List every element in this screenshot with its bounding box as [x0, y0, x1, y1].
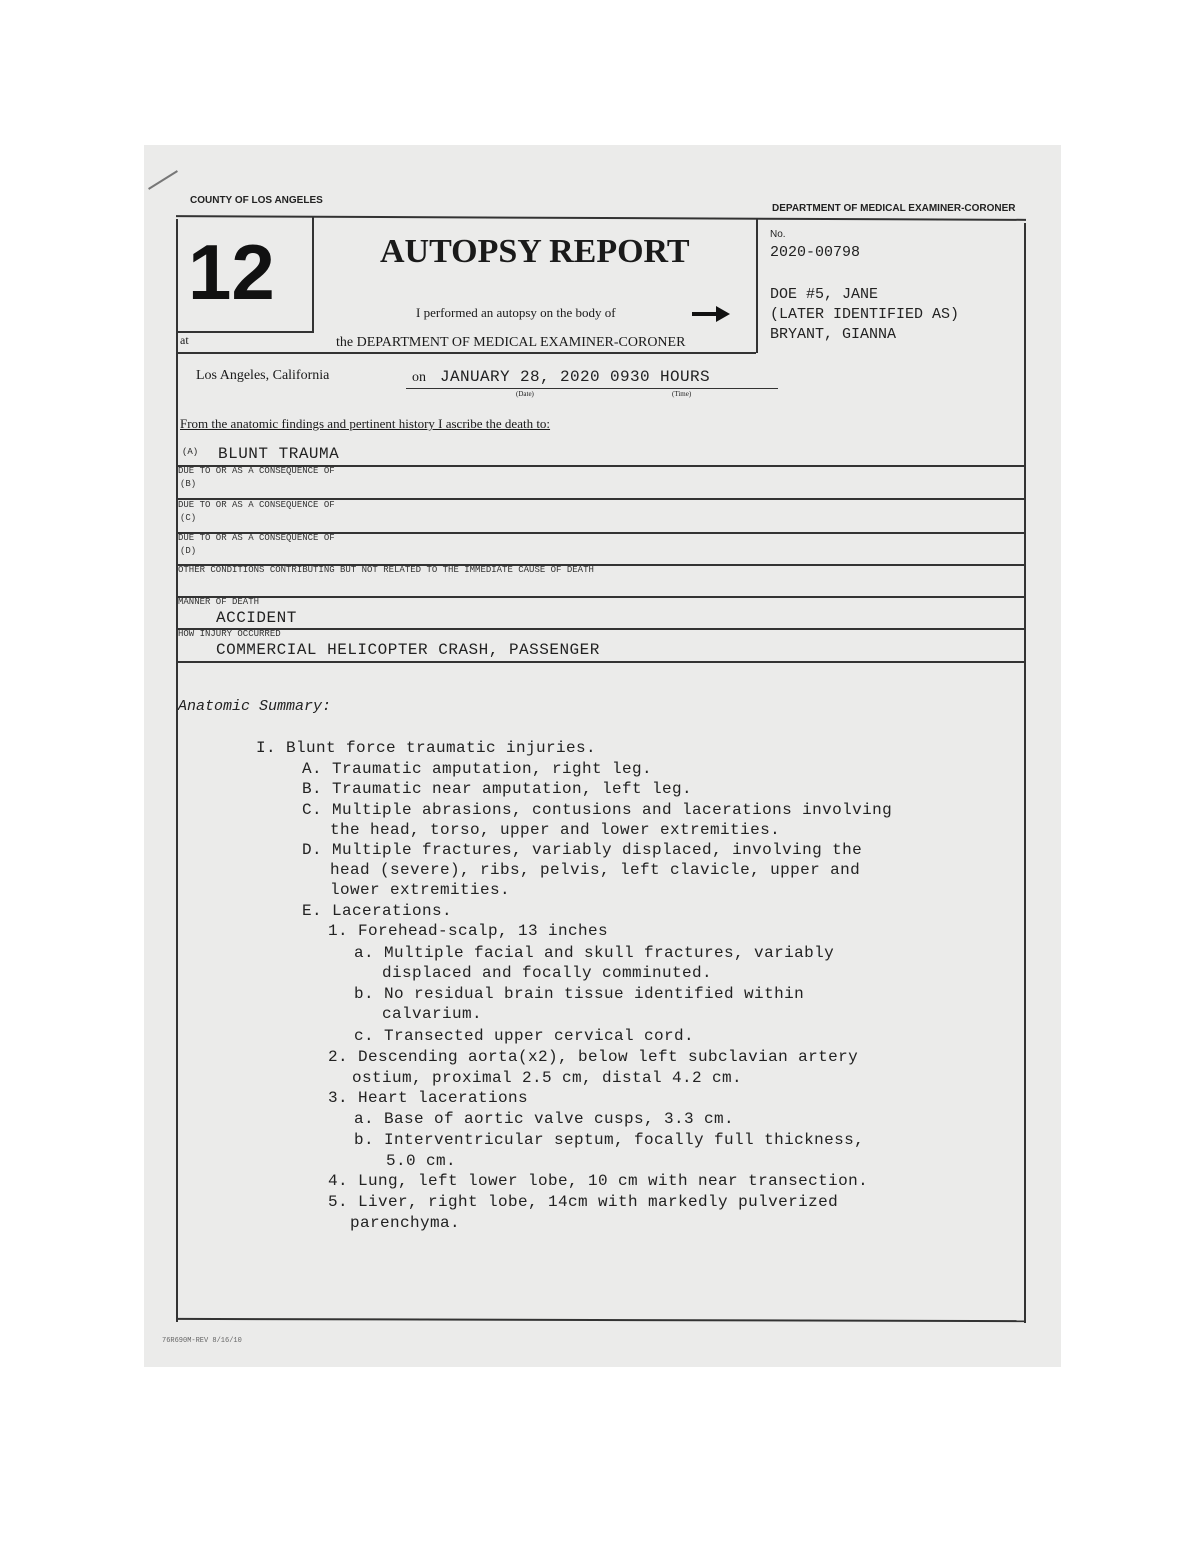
cause-a-label: (A)	[182, 447, 199, 457]
how-injury-value: COMMERCIAL HELICOPTER CRASH, PASSENGER	[216, 641, 600, 659]
how-injury-line	[176, 661, 1026, 663]
summary-line: B. Traumatic near amputation, left leg.	[302, 780, 693, 798]
staple-mark	[148, 170, 178, 190]
summary-line: parenchyma.	[350, 1214, 461, 1232]
document-photo	[144, 145, 1061, 1367]
at-place: the DEPARTMENT OF MEDICAL EXAMINER-CORONER	[336, 335, 686, 350]
on-label: on	[412, 370, 426, 385]
summary-line: the head, torso, upper and lower extremities.	[330, 821, 781, 839]
summary-line: A. Traumatic amputation, right leg.	[302, 760, 653, 778]
due-to-label-c: DUE TO OR AS A CONSEQUENCE OF	[178, 500, 335, 510]
form-border-right	[1024, 223, 1026, 1323]
case-number: 2020-00798	[770, 244, 861, 261]
summary-line: 3. Heart lacerations	[328, 1089, 529, 1107]
form-border-top	[176, 215, 1026, 220]
summary-line: 1. Forehead-scalp, 13 inches	[328, 922, 609, 940]
summary-line: 2. Descending aorta(x2), below left subclavian artery	[328, 1048, 859, 1066]
badge-bottom	[176, 331, 314, 333]
at-label: at	[180, 333, 189, 347]
decedent-name-line-3: BRYANT, GIANNA	[770, 326, 897, 343]
form-border-left	[176, 219, 178, 1322]
summary-line: ostium, proximal 2.5 cm, distal 4.2 cm.	[352, 1069, 743, 1087]
performed-line: I performed an autopsy on the body of	[416, 305, 616, 320]
form-border-bottom	[176, 1318, 1026, 1322]
date-time: JANUARY 28, 2020 0930 HOURS	[440, 368, 711, 386]
summary-line: displaced and focally comminuted.	[382, 964, 713, 982]
summary-line: a. Base of aortic valve cusps, 3.3 cm.	[354, 1110, 735, 1128]
summary-line: 4. Lung, left lower lobe, 10 cm with near transection.	[328, 1172, 869, 1190]
due-to-label-d: DUE TO OR AS A CONSEQUENCE OF	[178, 533, 335, 543]
summary-line: c. Transected upper cervical cord.	[354, 1027, 695, 1045]
summary-heading: Anatomic Summary:	[178, 698, 332, 715]
date-underline	[406, 388, 778, 389]
report-title: AUTOPSY REPORT	[380, 233, 690, 270]
other-conditions-label: OTHER CONDITIONS CONTRIBUTING BUT NOT RELATED TO THE IMMEDIATE CAUSE OF DEATH	[178, 565, 594, 575]
summary-line: a. Multiple facial and skull fractures, variably	[354, 944, 835, 962]
summary-line: 5.0 cm.	[386, 1152, 457, 1170]
department-header: DEPARTMENT OF MEDICAL EXAMINER-CORONER	[772, 203, 1016, 214]
date-caption: (Date)	[516, 390, 534, 398]
summary-line: b. Interventricular septum, focally full thickness,	[354, 1131, 865, 1149]
number-badge: 12	[188, 228, 275, 316]
manner-label: MANNER OF DEATH	[178, 597, 260, 607]
how-injury-label: HOW INJURY OCCURRED	[178, 629, 281, 639]
badge-divider	[312, 217, 314, 333]
manner-line	[176, 628, 1026, 630]
summary-line: calvarium.	[382, 1005, 483, 1023]
location: Los Angeles, California	[196, 368, 330, 383]
cause-b-label: (B)	[180, 479, 197, 489]
other-conditions-line	[176, 596, 1026, 598]
cause-d-label: (D)	[180, 546, 197, 556]
summary-line: D. Multiple fractures, variably displaced, involving the	[302, 841, 863, 859]
time-caption: (Time)	[672, 390, 692, 398]
arrow-right-icon	[692, 306, 730, 322]
title-block-bottom	[176, 352, 756, 354]
cause-a-value: BLUNT TRAUMA	[218, 445, 340, 463]
case-no-label: No.	[770, 229, 786, 240]
county-header: COUNTY OF LOS ANGELES	[190, 195, 323, 206]
form-code: 76R690M-REV 8/16/10	[162, 1337, 242, 1345]
summary-line: lower extremities.	[330, 881, 511, 899]
decedent-name-line-1: DOE #5, JANE	[770, 286, 879, 303]
manner-value: ACCIDENT	[216, 609, 297, 627]
case-box-divider	[756, 219, 758, 353]
summary-line: 5. Liver, right lobe, 14cm with markedly pulverized	[328, 1193, 839, 1211]
cause-c-label: (C)	[180, 513, 197, 523]
due-to-label-b: DUE TO OR AS A CONSEQUENCE OF	[178, 466, 335, 476]
cause-intro: From the anatomic findings and pertinent history I ascribe the death to:	[180, 416, 551, 431]
decedent-name-line-2: (LATER IDENTIFIED AS)	[770, 306, 960, 323]
summary-line: C. Multiple abrasions, contusions and lacerations involving	[302, 801, 893, 819]
summary-line: b. No residual brain tissue identified within	[354, 985, 805, 1003]
summary-line: head (severe), ribs, pelvis, left clavicle, upper and	[330, 861, 861, 879]
summary-line: I. Blunt force traumatic injuries.	[256, 739, 597, 757]
summary-line: E. Lacerations.	[302, 902, 453, 920]
